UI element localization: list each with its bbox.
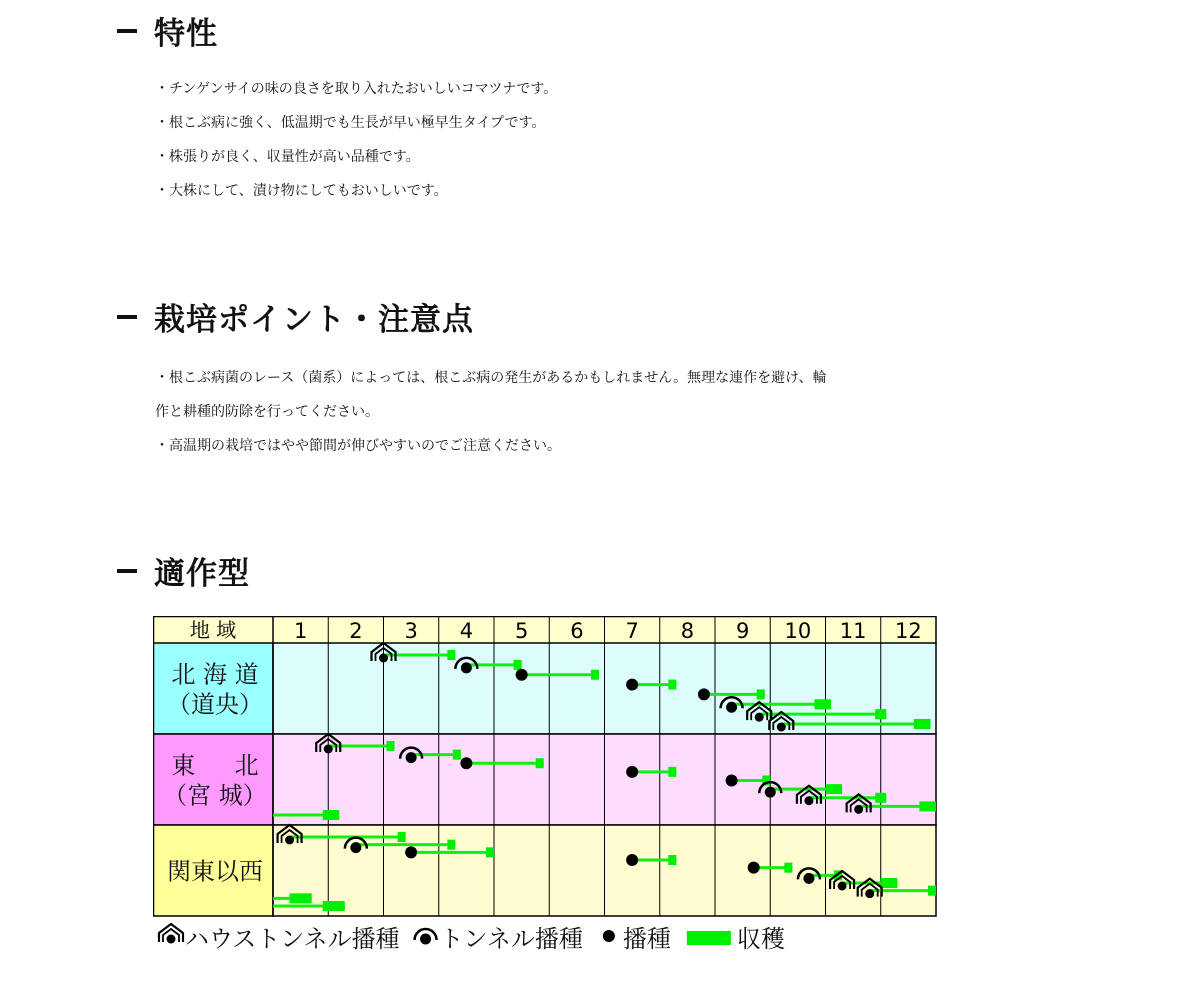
harvest-bar	[928, 886, 936, 896]
harvest-bar	[387, 741, 395, 751]
harvest-bar	[757, 689, 765, 699]
bullet-line: ・高温期の栽培ではやや節間が伸びやすいのでご注意ください。	[155, 438, 561, 454]
region-name: （宮 城）	[163, 781, 267, 810]
bullet-line: ・根こぶ病に強く、低温期でも生長が早い極早生タイプです。	[155, 115, 546, 131]
harvest-bar	[323, 901, 345, 911]
legend-label: 収穫	[736, 925, 785, 953]
legend-label: トンネル播種	[439, 925, 583, 953]
tunnel-sowing-icon	[726, 702, 737, 713]
harvest-bar	[453, 750, 461, 760]
region-label-cell	[154, 643, 274, 734]
house-sowing-icon	[167, 935, 176, 944]
month-label: 12	[895, 619, 922, 643]
month-label: 1	[293, 619, 308, 643]
harvest-bar	[290, 893, 312, 903]
cropping-calendar	[153, 616, 943, 956]
section-title: 栽培ポイント・注意点	[154, 302, 474, 338]
region-label-cell	[154, 734, 274, 825]
tunnel-sowing-icon	[406, 752, 417, 763]
house-sowing-icon	[324, 745, 333, 754]
harvest-bar	[447, 840, 455, 850]
harvest-bar	[826, 784, 843, 794]
section-title: 適作型	[154, 556, 250, 592]
region-name: 北 海 道	[171, 660, 259, 689]
tunnel-sowing-icon	[803, 873, 814, 884]
heading-dash	[117, 315, 137, 319]
house-sowing-icon	[379, 654, 388, 663]
region-name: 東 北	[171, 751, 259, 780]
month-label: 5	[514, 619, 529, 643]
section-title: 特性	[154, 16, 218, 52]
bullet-line: ・チンゲンサイの味の良さを取り入れたおいしいコマツナです。	[155, 81, 558, 97]
section-heading	[117, 8, 218, 53]
harvest-bar	[668, 855, 676, 865]
sowing-dot-icon	[460, 757, 472, 769]
month-label: 4	[459, 619, 474, 643]
sowing-dot-icon	[698, 688, 710, 700]
section-heading	[117, 294, 474, 339]
section-heading	[117, 548, 250, 593]
harvest-bar	[514, 660, 522, 670]
header-row	[154, 617, 937, 644]
month-label: 3	[404, 619, 418, 643]
region-name: 関東以西	[167, 857, 263, 886]
bullet-list	[155, 72, 955, 208]
sowing-dot-icon	[726, 775, 738, 787]
harvest-bar	[875, 793, 886, 803]
house-sowing-icon	[777, 723, 786, 732]
harvest-bar	[814, 699, 831, 709]
house-sowing-icon	[755, 713, 764, 722]
harvest-bar	[881, 878, 898, 888]
house-sowing-icon	[838, 882, 847, 891]
harvest-bar	[591, 670, 599, 680]
house-sowing-icon	[854, 805, 863, 814]
region-name: （道央）	[167, 690, 263, 719]
harvest-bar	[919, 801, 936, 811]
tunnel-sowing-icon	[765, 787, 776, 798]
sowing-dot-icon	[405, 846, 417, 858]
legend-label: ハウストンネル播種	[185, 925, 400, 953]
bullet-list	[155, 361, 955, 463]
house-sowing-icon	[285, 836, 294, 845]
harvest-bar	[668, 680, 676, 690]
sowing-dot-icon	[626, 679, 638, 691]
sowing-dot-icon	[603, 930, 615, 942]
legend-label: 播種	[622, 925, 671, 953]
heading-dash	[117, 569, 137, 573]
harvest-bar	[784, 863, 792, 873]
sowing-dot-icon	[626, 854, 638, 866]
sowing-dot-icon	[516, 669, 528, 681]
harvest-bar	[875, 709, 886, 719]
month-label: 10	[784, 619, 812, 643]
month-label: 2	[349, 619, 363, 643]
month-label: 11	[839, 619, 867, 643]
house-sowing-icon	[804, 796, 813, 805]
month-label: 7	[625, 619, 639, 643]
legend-harvest-swatch	[687, 931, 731, 945]
month-label: 8	[680, 619, 695, 643]
harvest-bar	[486, 847, 494, 857]
harvest-bar	[536, 758, 544, 768]
month-label: 9	[735, 619, 750, 643]
harvest-bar	[914, 719, 931, 729]
tunnel-sowing-icon	[420, 934, 431, 945]
house-sowing-icon	[865, 889, 874, 898]
bullet-line: ・株張りが良く、収量性が高い品種です。	[155, 149, 420, 165]
sowing-dot-icon	[748, 862, 760, 874]
tunnel-sowing-icon	[350, 842, 361, 853]
harvest-bar	[668, 767, 676, 777]
heading-dash	[117, 29, 137, 33]
bullet-line: ・根こぶ病菌のレース（菌系）によっては、根こぶ病の発生があるかもしれません。無理な連作を避け、輪	[155, 370, 827, 386]
harvest-bar	[398, 832, 406, 842]
bullet-line: ・大株にして、漬け物にしてもおいしいです。	[155, 183, 448, 199]
bullet-line: 作と耕種的防除を行ってください。	[155, 404, 379, 420]
harvest-bar	[447, 650, 455, 660]
tunnel-sowing-icon	[461, 662, 472, 673]
header-region-label: 地 域	[189, 618, 237, 642]
cropping-calendar-chart	[153, 616, 943, 956]
month-label: 6	[570, 619, 584, 643]
sowing-dot-icon	[626, 766, 638, 778]
harvest-bar	[323, 810, 340, 820]
